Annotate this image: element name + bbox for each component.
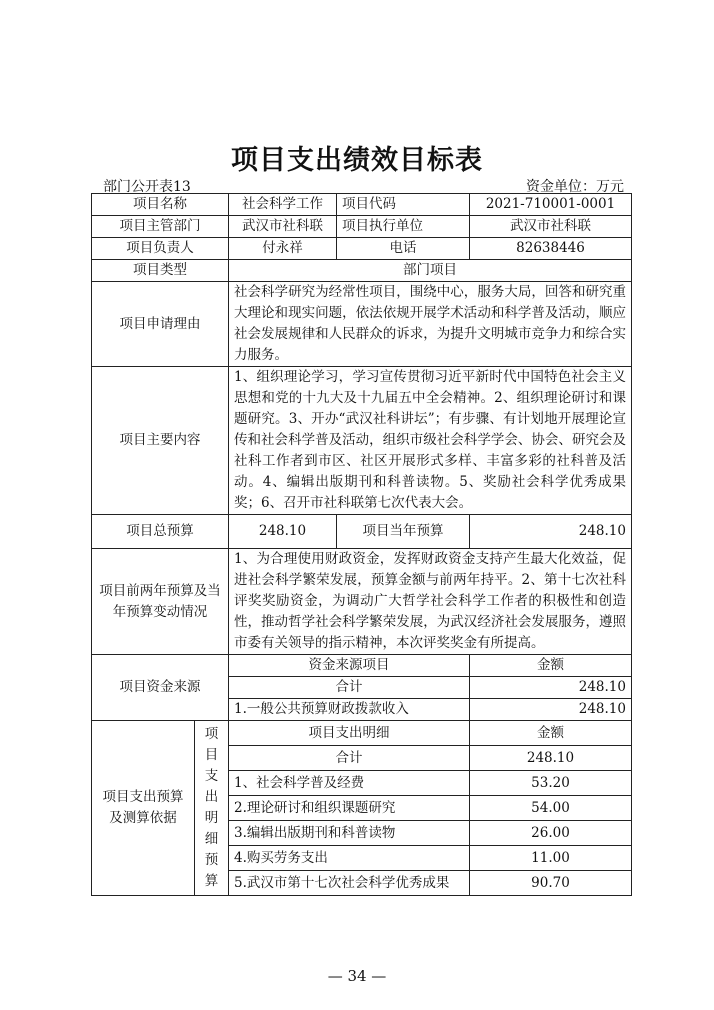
expense-item-amount: 248.10 [470, 746, 632, 771]
application-reason-value: 社会科学研究为经常性项目，围绕中心，服务大局，回答和研究重大理论和现实问题，依法依规开展学术活动和科学普及活动，顺应社会发展规律和人民群众的诉求，为提升文明城市竞争力和综合实力服务。 [229, 282, 632, 367]
total-budget-value: 248.10 [229, 515, 337, 549]
funding-item-amount: 248.10 [470, 699, 632, 721]
table-number: 部门公开表13 [103, 179, 191, 195]
table-row [92, 549, 632, 655]
expense-item-amount: 90.70 [470, 871, 632, 896]
main-content-label: 项目主要内容 [92, 367, 229, 515]
expense-basis-label: 项目支出预算及测算依据 [92, 721, 195, 896]
expense-item-name: 1、社会科学普及经费 [229, 771, 470, 796]
table-row [92, 282, 632, 367]
expense-amount-header: 金额 [470, 721, 632, 746]
funding-source-label: 项目资金来源 [92, 655, 229, 721]
project-name-label: 项目名称 [92, 194, 229, 216]
project-code-value: 2021-710001-0001 [470, 194, 632, 216]
table-row [92, 238, 632, 260]
funding-item-name: 1.一般公共预算财政拨款收入 [229, 699, 470, 721]
budget-change-label: 项目前两年预算及当年预算变动情况 [92, 549, 229, 655]
phone-label: 电话 [337, 238, 470, 260]
project-leader-value: 付永祥 [229, 238, 337, 260]
currency-unit: 资金单位：万元 [526, 179, 624, 195]
expense-detail-vertical-label: 项 目 支 出 明 细 预 算 [195, 721, 229, 896]
table-row [92, 655, 632, 677]
expense-item-amount: 11.00 [470, 846, 632, 871]
project-leader-label: 项目负责人 [92, 238, 229, 260]
expense-item-name: 3.编辑出版期刊和科普读物 [229, 821, 470, 846]
budget-change-value: 1、为合理使用财政资金，发挥财政资金支持产生最大化效益，促进社会科学繁荣发展，预算金额与前两年持平。2、第十七次社科评奖奖励资金，为调动广大哲学社会科学工作者的积极性和创造性，推动哲学社会科学繁荣发展，为武汉经济社会发展服务，遵照市委有关领导的指示精神，本次评奖奖金有所提高。 [229, 549, 632, 655]
table-row [92, 515, 632, 549]
funding-item-header: 资金来源项目 [229, 655, 470, 677]
total-budget-label: 项目总预算 [92, 515, 229, 549]
project-name-value: 社会科学工作 [229, 194, 337, 216]
expense-item-amount: 54.00 [470, 796, 632, 821]
performance-target-table [91, 193, 632, 896]
funding-item-amount: 248.10 [470, 677, 632, 699]
annual-budget-value: 248.10 [470, 515, 632, 549]
application-reason-label: 项目申请理由 [92, 282, 229, 367]
supervising-dept-value: 武汉市社科联 [229, 216, 337, 238]
project-type-label: 项目类型 [92, 260, 229, 282]
expense-item-name: 4.购买劳务支出 [229, 846, 470, 871]
page-number: — 34 — [327, 967, 387, 985]
main-content-value: 1、组织理论学习，学习宣传贯彻习近平新时代中国特色社会主义思想和党的十九大及十九届五中全会精神。2、组织理论研讨和课题研究。3、开办“武汉社科讲坛”；有步骤、有计划地开展理论宣传和社会科学普及活动，组织市级社会科学学会、协会、研究会及社科工作者到市区、社区开展形式多样、丰富多彩的社科普及活动。4、编辑出版期刊和科普读物。5、奖励社会科学优秀成果奖；6、召开市社科联第七次代表大会。 [229, 367, 632, 515]
project-type-value: 部门项目 [229, 260, 632, 282]
funding-amount-header: 金额 [470, 655, 632, 677]
annual-budget-label: 项目当年预算 [337, 515, 470, 549]
table-row [92, 367, 632, 515]
table-row [92, 721, 632, 746]
expense-item-name: 合计 [229, 746, 470, 771]
expense-item-header: 项目支出明细 [229, 721, 470, 746]
table-row [92, 260, 632, 282]
funding-item-name: 合计 [229, 677, 470, 699]
project-code-label: 项目代码 [337, 194, 470, 216]
supervising-dept-label: 项目主管部门 [92, 216, 229, 238]
table-row [92, 216, 632, 238]
table-row [92, 194, 632, 216]
expense-item-name: 5.武汉市第十七次社会科学优秀成果 [229, 871, 470, 896]
expense-item-amount: 26.00 [470, 821, 632, 846]
executing-unit-label: 项目执行单位 [337, 216, 470, 238]
expense-item-name: 2.理论研讨和组织课题研究 [229, 796, 470, 821]
executing-unit-value: 武汉市社科联 [470, 216, 632, 238]
phone-value: 82638446 [470, 238, 632, 260]
expense-item-amount: 53.20 [470, 771, 632, 796]
page-title: 项目支出绩效目标表 [231, 145, 483, 176]
